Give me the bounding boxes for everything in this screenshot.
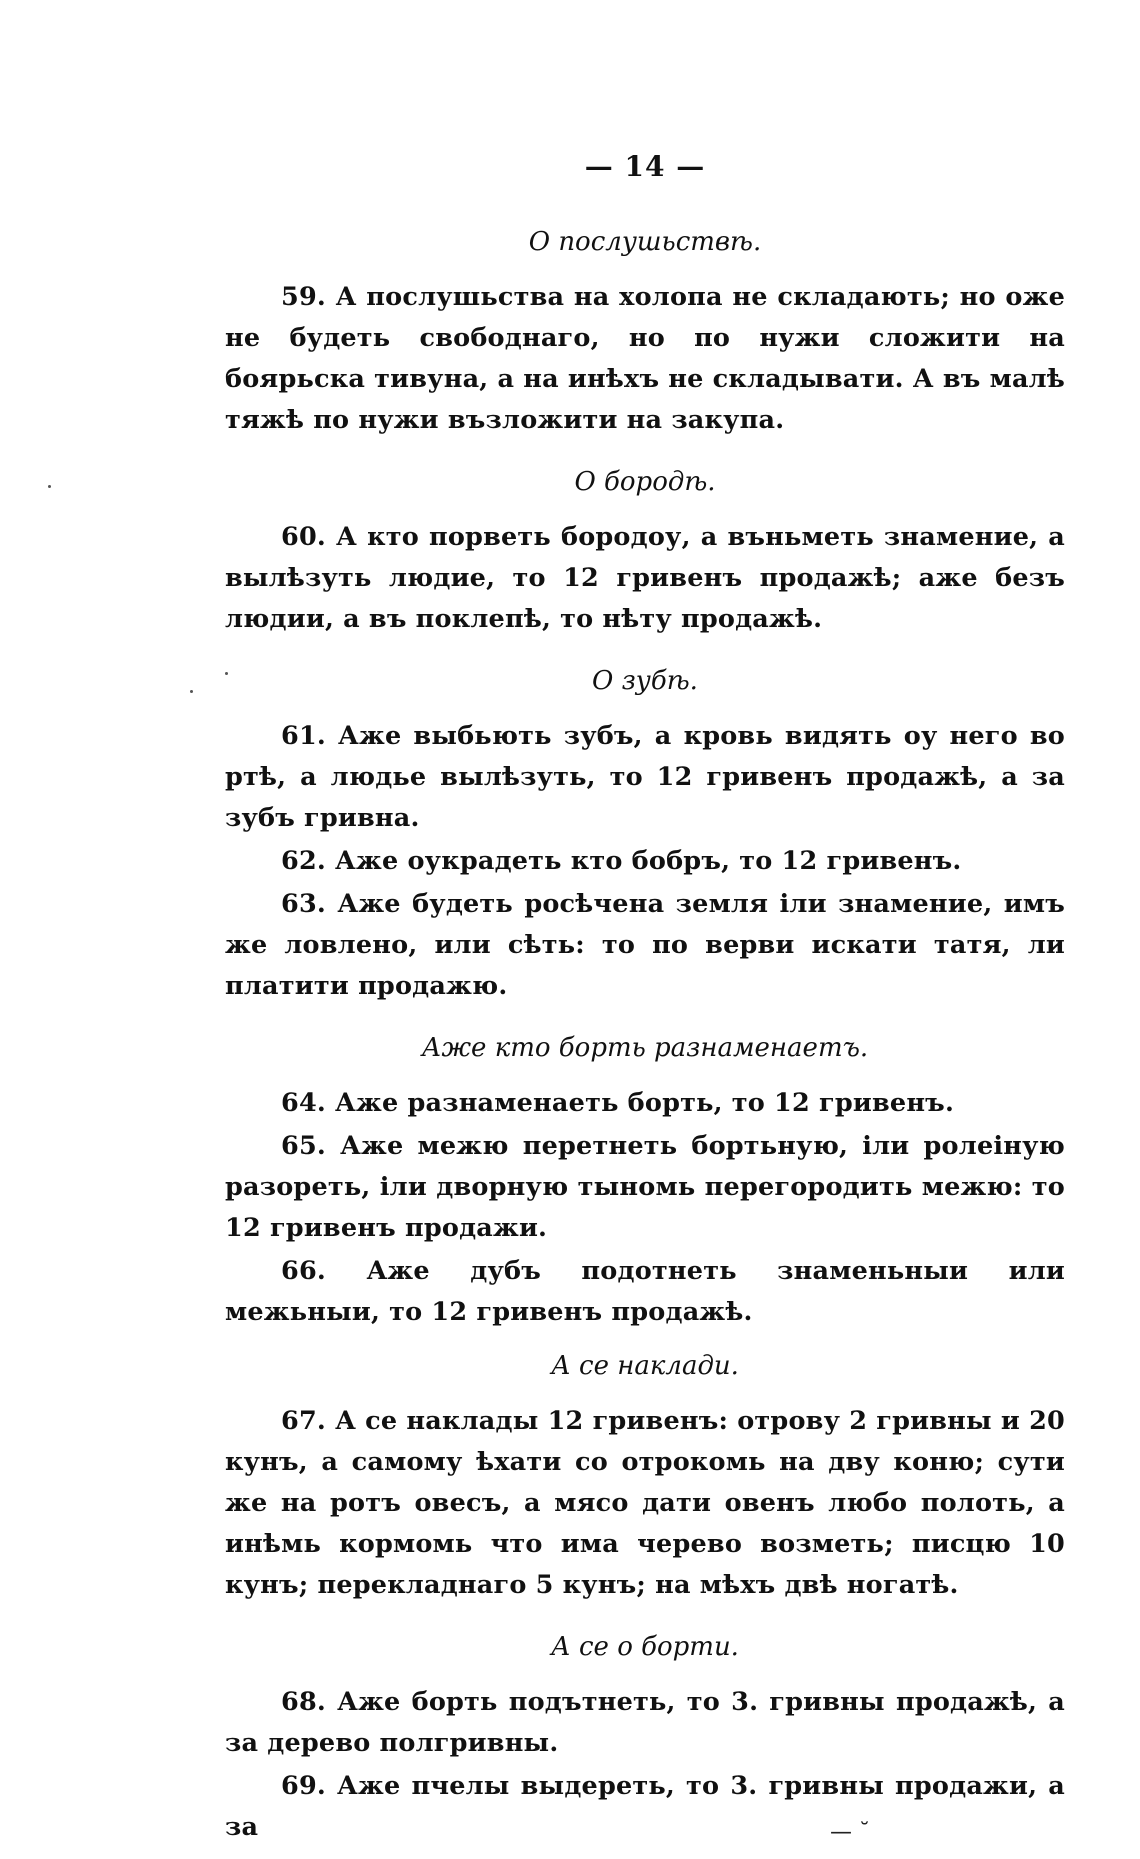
section-64-66 — [225, 1031, 1065, 1333]
paragraph-number: 61. — [281, 721, 326, 751]
paragraph-60 — [225, 517, 1065, 640]
paragraph-number: 67. — [281, 1406, 326, 1436]
paragraph-text: Аже оукрадеть кто бобръ, то 12 гривенъ. — [335, 846, 962, 876]
book-page — [225, 150, 1065, 1850]
paragraph-59 — [225, 277, 1065, 441]
paragraph-text: А послушьства на холопа не складають; но оже не будеть свободнаго, но по нужи сложити на боярьска тивуна, а на инѣхъ не складывати. А въ малѣ тяжѣ по нужи възложити на закупа. — [225, 282, 1065, 435]
paragraph-66 — [225, 1251, 1065, 1333]
paragraph-text: Аже борть подътнеть, то 3. гривны продажѣ, а за дерево полгривны. — [225, 1687, 1066, 1758]
paragraph-text: Аже межю перетнеть бортьную, iли ролеiную разореть, iли дворную тыномь перегородить межю: то 12 гривенъ продажи. — [225, 1131, 1065, 1243]
paragraph-69 — [225, 1766, 1065, 1848]
paragraph-number: 68. — [281, 1687, 326, 1717]
paragraph-number: 69. — [281, 1771, 326, 1801]
section-heading: А се наклади. — [551, 1351, 739, 1381]
section-heading: О бородѣ. — [574, 467, 716, 497]
paragraph-63 — [225, 884, 1065, 1007]
paragraph-62 — [225, 841, 1065, 882]
section-heading: О зубѣ. — [592, 666, 698, 696]
section-61-63 — [225, 664, 1065, 1007]
paragraph-number: 60. — [281, 522, 326, 552]
section-60 — [225, 465, 1065, 640]
section-heading: А се о борти. — [551, 1632, 739, 1662]
paragraph-number: 63. — [281, 889, 326, 919]
scan-speck — [48, 485, 51, 488]
footer-marks: — ˘ — [830, 1820, 870, 1845]
paragraph-number: 64. — [281, 1088, 326, 1118]
paragraph-number: 62. — [281, 846, 326, 876]
paragraph-text: А се наклады 12 гривенъ: отрову 2 гривны и 20 кунъ, а самому ѣхати со отрокомь на дву коню; сути же на ротъ овесъ, а мясо дати овенъ любо полоть, а инѣмь кормомь что има черево возметь; писцю 10 кунъ; перекладнаго 5 кунъ; на мѣхъ двѣ ногатѣ. — [225, 1406, 1065, 1600]
paragraph-65 — [225, 1126, 1065, 1249]
section-67 — [225, 1349, 1065, 1606]
section-68-69 — [225, 1630, 1065, 1848]
section-59 — [225, 225, 1065, 441]
paragraph-64 — [225, 1083, 1065, 1124]
page-number: — 14 — — [584, 150, 706, 183]
paragraph-68 — [225, 1682, 1065, 1764]
paragraph-67 — [225, 1401, 1065, 1606]
paragraph-text: Аже выбьють зубъ, а кровь видять оу него во ртѣ, а людье вылѣзуть, то 12 гривенъ продажѣ, а за зубъ гривна. — [225, 721, 1066, 833]
section-heading: Аже кто борть разнаменаетъ. — [421, 1033, 869, 1063]
paragraph-number: 66. — [281, 1256, 326, 1286]
paragraph-number: 59. — [281, 282, 326, 312]
paragraph-61 — [225, 716, 1065, 839]
paragraph-text: Аже дубъ подотнеть знаменьныи или межьныи, то 12 гривенъ продажѣ. — [225, 1256, 1066, 1327]
scan-speck — [190, 690, 193, 693]
paragraph-text: Аже пчелы выдереть, то 3. гривны продажи, а за — [225, 1771, 1065, 1842]
paragraph-text: А кто порветь бородоу, а въньметь знамение, а вылѣзуть людие, то 12 гривенъ продажѣ; аже безъ людии, а въ поклепѣ, то нѣту продажѣ. — [225, 522, 1066, 634]
paragraph-text: Аже будеть росѣчена земля iли знамение, имъ же ловлено, или сѣть: то по верви искати татя, ли платити продажю. — [225, 889, 1066, 1001]
paragraph-number: 65. — [281, 1131, 326, 1161]
paragraph-text: Аже разнаменаеть борть, то 12 гривенъ. — [335, 1088, 955, 1118]
section-heading: О послушьствѣ. — [528, 227, 762, 257]
scan-speck — [225, 672, 228, 675]
